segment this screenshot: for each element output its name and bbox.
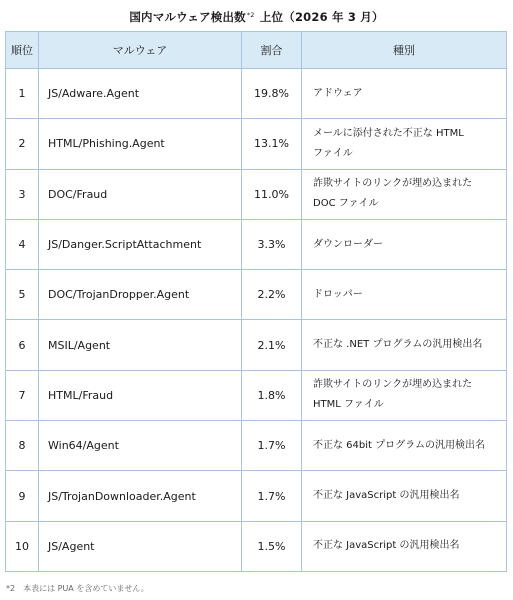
rank-cell: 8 [6,421,39,471]
type-cell: 詐欺サイトのリンクが埋め込まれた HTML ファイル [302,370,507,420]
type-cell: ダウンローダー [302,219,507,269]
title-suffix: 上位（2026 年 3 月） [255,10,384,24]
type-cell: 詐欺サイトのリンクが埋め込まれた DOC ファイル [302,169,507,219]
title-main: 国内マルウェア検出数 [129,10,246,24]
share-cell: 13.1% [242,119,302,169]
table-row [6,421,507,471]
share-cell: 1.8% [242,370,302,420]
type-cell: アドウェア [302,69,507,119]
malware-name-cell: JS/Adware.Agent [39,69,242,119]
table-header-row [6,32,507,69]
malware-name-cell: MSIL/Agent [39,320,242,370]
header-share: 割合 [242,32,302,69]
rank-cell: 2 [6,119,39,169]
page-title [0,9,513,25]
rank-cell: 4 [6,219,39,269]
table-row [6,69,507,119]
malware-name-cell: JS/TrojanDownloader.Agent [39,471,242,521]
share-cell: 2.1% [242,320,302,370]
malware-name-cell: DOC/Fraud [39,169,242,219]
table-row [6,471,507,521]
type-cell: 不正な 64bit プログラムの汎用検出名 [302,421,507,471]
malware-name-cell: DOC/TrojanDropper.Agent [39,270,242,320]
header-rank: 順位 [6,32,39,69]
share-cell: 19.8% [242,69,302,119]
footnote: *2 本表には PUA を含めていません。 [6,584,149,593]
type-cell: 不正な JavaScript の汎用検出名 [302,471,507,521]
share-cell: 3.3% [242,219,302,269]
table-row [6,370,507,420]
type-cell: 不正な JavaScript の汎用検出名 [302,521,507,571]
rank-cell: 5 [6,270,39,320]
rank-cell: 6 [6,320,39,370]
share-cell: 1.5% [242,521,302,571]
malware-name-cell: JS/Agent [39,521,242,571]
malware-name-cell: HTML/Fraud [39,370,242,420]
rank-cell: 7 [6,370,39,420]
type-cell: 不正な .NET プログラムの汎用検出名 [302,320,507,370]
header-malware: マルウェア [39,32,242,69]
rank-cell: 9 [6,471,39,521]
table-row [6,521,507,571]
share-cell: 1.7% [242,471,302,521]
share-cell: 1.7% [242,421,302,471]
share-cell: 11.0% [242,169,302,219]
malware-name-cell: JS/Danger.ScriptAttachment [39,219,242,269]
malware-name-cell: Win64/Agent [39,421,242,471]
title-note-ref: *2 [246,11,255,19]
table-row [6,270,507,320]
header-type: 種別 [302,32,507,69]
table-row [6,169,507,219]
malware-name-cell: HTML/Phishing.Agent [39,119,242,169]
table-row [6,219,507,269]
table-row [6,320,507,370]
rank-cell: 3 [6,169,39,219]
type-cell: メールに添付された不正な HTML ファイル [302,119,507,169]
rank-cell: 10 [6,521,39,571]
share-cell: 2.2% [242,270,302,320]
rank-cell: 1 [6,69,39,119]
type-cell: ドロッパー [302,270,507,320]
malware-ranking-table [5,31,507,572]
table-row [6,119,507,169]
